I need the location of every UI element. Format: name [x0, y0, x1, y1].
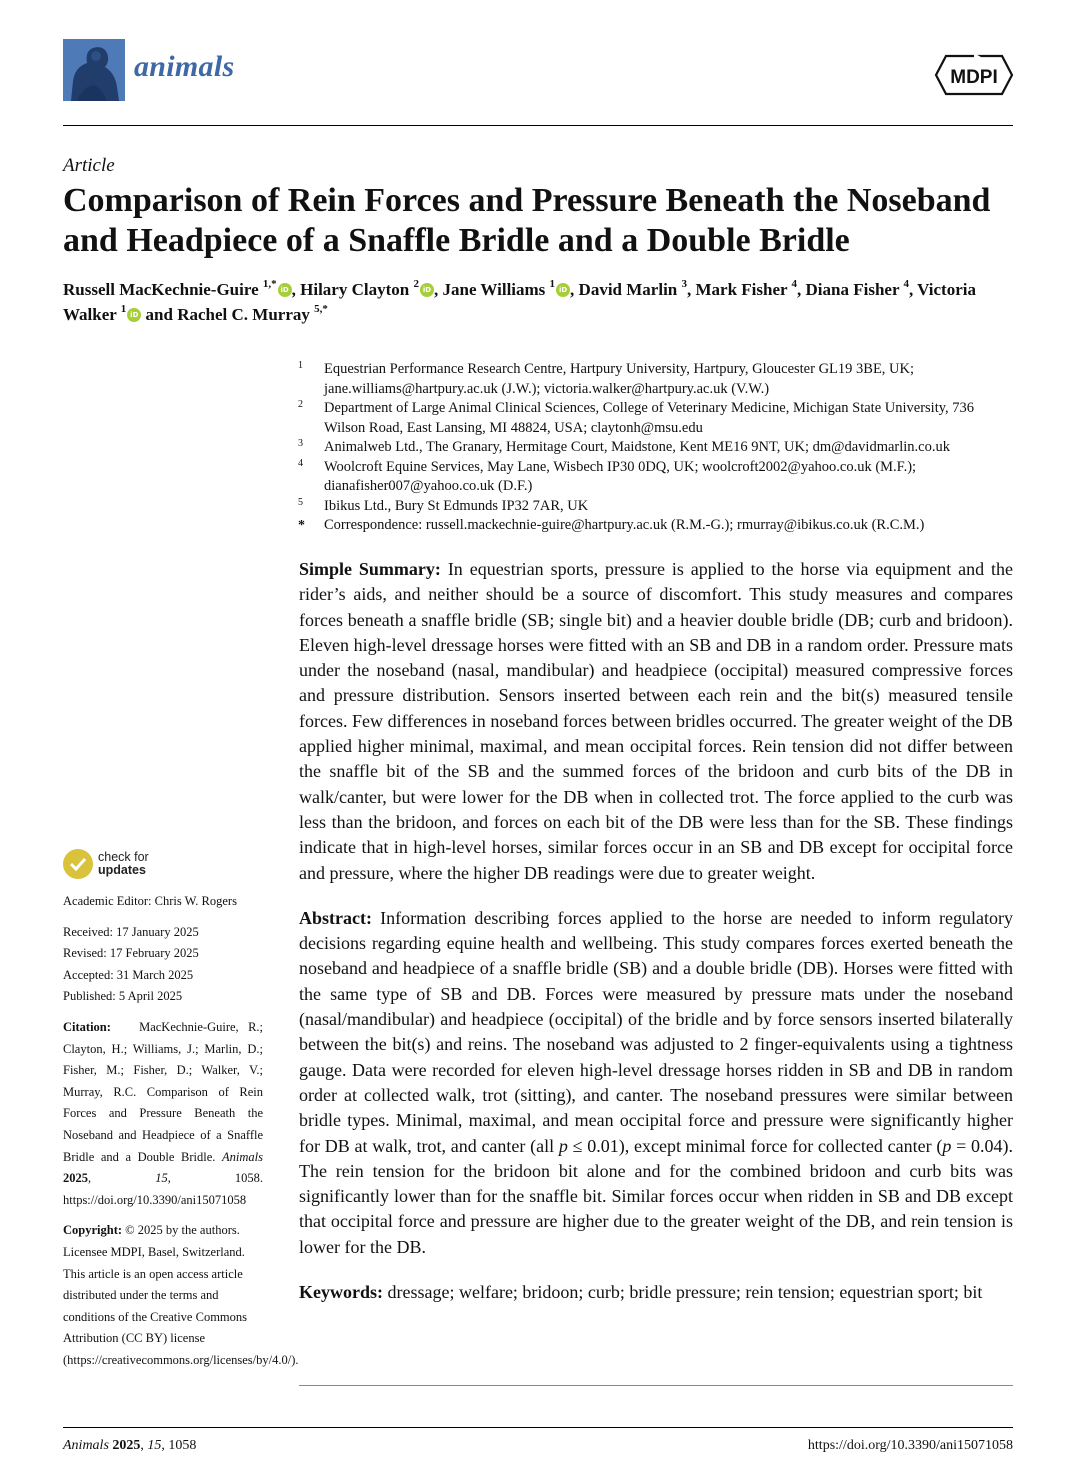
footer-divider: [63, 1427, 1013, 1428]
orcid-icon[interactable]: iD: [127, 308, 141, 322]
author-affiliation-mark: 5,*: [314, 303, 328, 316]
copyright-block: Copyright: © 2025 by the authors. Licensee MDPI, Basel, Switzerland. This article is an open access article distributed under the terms and conditions of the Creative Commons Attribution (CC BY) license (https://creativecommons.org/licenses/by/4.0/).: [63, 1223, 299, 1367]
author-affiliation-mark: 1,*: [262, 278, 277, 291]
affiliation-item: 3 Animalweb Ltd., The Granary, Hermitage Court, Maidstone, Kent ME16 9NT, UK; dm@davidmarlin.co.uk: [298, 438, 950, 455]
orcid-icon[interactable]: iD: [278, 283, 292, 297]
author-name[interactable]: Diana Fisher: [805, 280, 900, 299]
affiliation-item: 5 Ibikus Ltd., Bury St Edmunds IP32 7AR, UK: [298, 496, 589, 514]
authors-and: and: [145, 305, 173, 324]
received-date: Received: 17 January 2025: [63, 924, 199, 939]
article-type: Article: [63, 155, 115, 176]
main-content: [299, 557, 1013, 1305]
author-name[interactable]: Jane Williams: [442, 280, 546, 299]
author-name[interactable]: Victoria Walker: [63, 280, 976, 324]
published-date: Published: 5 April 2025: [63, 989, 183, 1004]
affiliation-item: 2 Department of Large Animal Clinical Sciences, College of Veterinary Medicine, Michigan State University, 736 Wilson Road, East Lansing, MI 48824, USA; claytonh@msu.edu: [298, 399, 975, 436]
author-affiliation-mark: 1: [120, 303, 127, 316]
simple-summary: Simple Summary: In equestrian sports, pressure is applied to the horse via equipment and the rider’s aids, and neither should be a source of discomfort. This study measures and compares forces beneath a snaffle bridle (SB; single bit) and a heavier double bridle (DB; curb and bridoon). Eleven high-level dressage horses were fitted with an SB and DB in a random order. Pressure mats under the noseband (nasal, mandibular) and headpiece (occipital) measured compressive forces and pressure distribution. Sensors inserted between each rein and the bit(s) measured tensile forces. Few differences in noseband forces between bridles occurred. The greater weight of the DB applied higher minimal, maximal, and mean occipital forces. Rein tension did not differ between the snaffle bit of the SB and the summed forces of the bridoon and curb bits of the DB in walk/canter, but were lower for the DB when in collected trot. The force applied to the curb was less than the bridoon, and forces on each bit of the DB were less than for the SB. These findings indicate that in high-level horses, similar forces occur in an SB and DB except for occipital force and pressure, where the higher DB readings were due to greater weight.: [299, 559, 1013, 883]
footer-doi-link[interactable]: https://doi.org/10.3390/ani15071058: [807, 1438, 1013, 1453]
author-name[interactable]: Rachel C. Murray: [177, 305, 310, 324]
mdpi-logo-text: MDPI: [950, 67, 998, 88]
author-affiliation-mark: 3: [681, 278, 687, 291]
author-name[interactable]: David Marlin: [578, 280, 678, 299]
author-affiliation-mark: 4: [903, 278, 909, 291]
check-updates-line2: updates: [98, 863, 146, 877]
footer-citation: Animals 2025, 15, 1058: [63, 1438, 197, 1453]
checkmark-icon: [63, 849, 93, 879]
abstract: Abstract: Information describing forces applied to the horse are needed to inform regulatory decisions regarding equine health and wellbeing. This study compares forces exerted beneath the noseband and headpiece of a snaffle bridle (SB) and a double bridle (DB). Horses were fitted with the same type of SB and DB. Forces were measured by pressure mats under the noseband (nasal/mandibular) and headpiece (occipital) of the bridle and by force sensors inserted bilaterally between the bit(s) and reins. The noseband was adjusted to 2 finger-equivalents using a tightness gauge. Data were recorded for eleven high-level dressage horses ridden in SB and DB in random order at collected walk, trot (sitting), and canter. The noseband pressures were similar between bridle types. Minimal, maximal, and mean occipital force and pressure were significantly higher for DB at walk, trot, and canter (all p ≤ 0.01), except minimal force for collected canter (p = 0.04). The rein tension for the bridoon bit alone and for the combined bridoon and curb bits was significantly lower than for the snaffle bit. Similar forces occur when ridden in SB and DB except that occipital force and pressure are higher due to the greater weight of the DB, and rein tension is lower for the DB.: [299, 907, 1014, 1257]
orcid-icon[interactable]: iD: [556, 283, 570, 297]
academic-editor: Academic Editor: Chris W. Rogers: [63, 894, 237, 908]
author-affiliation-mark: 2: [413, 278, 419, 291]
check-updates-line1: check for: [98, 850, 149, 864]
journal-name: animals: [134, 50, 235, 83]
affiliation-item: 1 Equestrian Performance Research Centre, Hartpury University, Hartpury, Gloucester GL19 3BE, UK; jane.williams@hartpury.ac.uk (J.W.); victoria.walker@hartpury.ac.uk (V.W.): [298, 360, 915, 397]
mdpi-logo: [934, 52, 1014, 98]
author-name[interactable]: Russell MacKechnie-Guire: [63, 280, 259, 299]
author-name[interactable]: Hilary Clayton: [300, 280, 410, 299]
author-affiliation-mark: 1: [549, 278, 556, 291]
orcid-icon[interactable]: iD: [420, 283, 434, 297]
check-for-updates-badge[interactable]: [63, 849, 173, 879]
correspondence: * Correspondence: russell.mackechnie-guire@hartpury.ac.uk (R.M.-G.); rmurray@ibikus.co.uk (R.C.M.): [298, 517, 925, 533]
monkey-logo-icon: [63, 39, 125, 101]
citation-block: Citation: MacKechnie-Guire, R.; Clayton, H.; Williams, J.; Marlin, D.; Fisher, M.; Fisher, D.; Walker, V.; Murray, R.C. Comparison of Rein Forces and Pressure Beneath the Noseband and Headpiece of a Snaffle Bridle and a Double Bridle. Animals 2025, 15, 1058. https://doi.org/10.3390/ani15071058: [63, 1019, 264, 1207]
sidebar: [63, 891, 299, 1371]
revised-date: Revised: 17 February 2025: [63, 946, 199, 961]
keywords: Keywords: dressage; welfare; bridoon; curb; bridle pressure; rein tension; equestrian sport; bit: [299, 1282, 983, 1303]
affiliations: [298, 360, 1018, 536]
author-list: Russell MacKechnie-Guire $^{1,*}$ iD , Hilary Clayton $^2$ iD , Jane Williams $^1$ iD , David Marlin $^3$, Mark Fisher $^4$, Diana Fisher $^4$, Victoria Walker $^1$ iD and Rachel C. Murray $^{5,*}$: [63, 278, 976, 324]
accepted-date: Accepted: 31 March 2025: [63, 967, 194, 982]
author-name[interactable]: Mark Fisher: [695, 280, 788, 299]
affiliation-item: 4 Woolcroft Equine Services, May Lane, Wisbech IP30 0DQ, UK; woolcroft2002@yahoo.co.uk (M.F.); dianafisher007@yahoo.co.uk (D.F.): [298, 457, 917, 494]
author-affiliation-mark: 4: [791, 278, 798, 291]
article-title: Comparison of Rein Forces and Pressure Beneath the Noseband and Headpiece of a Snaffle Bridle and a Double Bridle: [63, 182, 991, 259]
header-divider: [63, 125, 1013, 126]
journal-logo: [63, 39, 125, 101]
content-divider: [299, 1385, 1013, 1386]
